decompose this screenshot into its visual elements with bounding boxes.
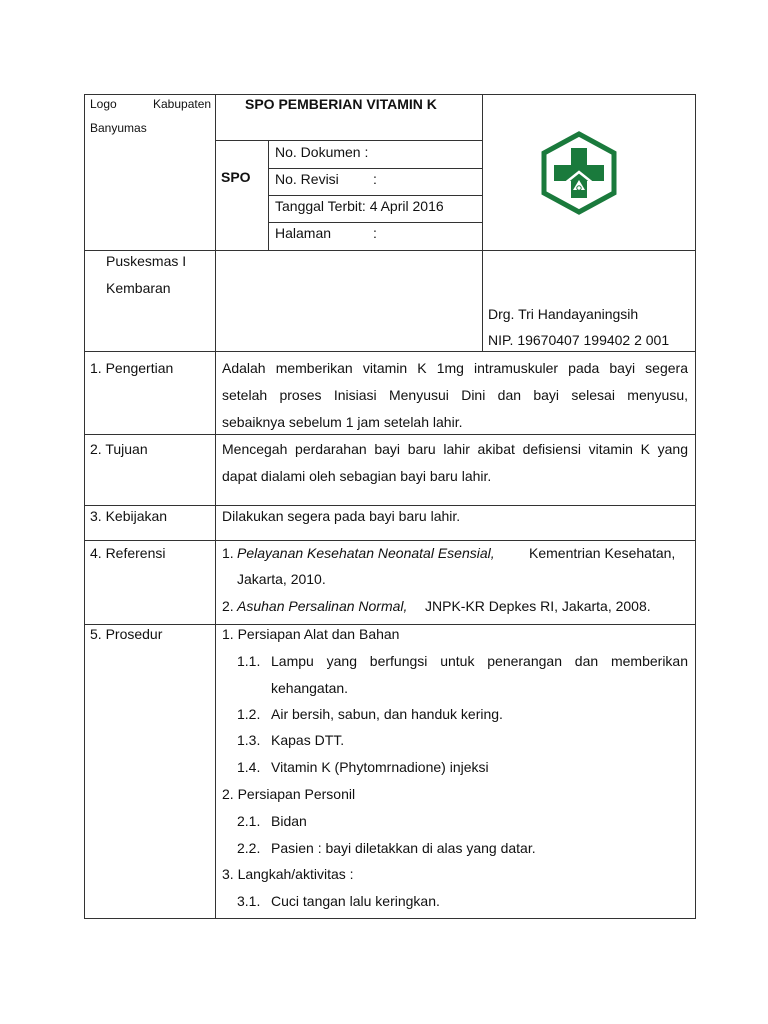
signatory-nip: NIP. 19670407 199402 2 001 <box>488 332 670 348</box>
prosedur-item-2-2: Pasien : bayi diletakkan di alas yang datar. <box>271 840 536 856</box>
row-line-title <box>215 140 483 141</box>
ref2-title-italic: Asuhan Persalinan Normal, <box>237 598 408 614</box>
logo-placeholder-right: Kabupaten <box>153 97 212 111</box>
section-label-referensi: 4. Referensi <box>90 545 166 561</box>
ref2-title <box>237 596 407 616</box>
prosedur-item-1-4: Vitamin K (Phytomrnadione) injeksi <box>271 759 489 775</box>
ref1-title-italic: Pelayanan Kesehatan Neonatal Esensial, <box>237 545 495 561</box>
prosedur-item-number: 1.2. <box>237 706 261 722</box>
ref2-number: 2. <box>222 598 234 614</box>
prosedur-item-number: 1.1. <box>237 653 261 669</box>
puskesmas-logo-icon <box>536 128 622 218</box>
table-border-left <box>84 94 85 919</box>
facility-name-line2: Kembaran <box>106 280 171 296</box>
section-label-pengertian: 1. Pengertian <box>90 360 174 376</box>
ref2-publisher: JNPK-KR Depkes RI, Jakarta, 2008. <box>425 598 651 614</box>
prosedur-item-1-2: Air bersih, sabun, dan handuk kering. <box>271 706 503 722</box>
logo-placeholder-left: Logo <box>90 97 117 111</box>
table-border-right <box>695 94 696 919</box>
section-label-tujuan: 2. Tujuan <box>90 441 148 457</box>
prosedur-item-1-3: Kapas DTT. <box>271 732 345 748</box>
pengertian-line-3: sebaiknya sebelum 1 jam setelah lahir. <box>222 414 463 430</box>
ref1-number: 1. <box>222 545 234 561</box>
doc-field-halaman-sep: : <box>373 225 377 241</box>
section-label-prosedur: 5. Prosedur <box>90 626 163 642</box>
tujuan-line-1: Mencegah perdarahan bayi baru lahir akibat defisiensi vitamin K yang <box>222 441 688 457</box>
ref1-title <box>237 543 495 563</box>
prosedur-item-1-1-line1: Lampu yang berfungsi untuk penerangan dan memberikan <box>271 653 688 669</box>
prosedur-item-2-1: Bidan <box>271 813 307 829</box>
prosedur-item-3-1: Cuci tangan lalu keringkan. <box>271 893 440 909</box>
doc-field-halaman: Halaman <box>275 225 332 241</box>
prosedur-item-1-1-line2: kehangatan. <box>271 680 349 696</box>
kebijakan-text: Dilakukan segera pada bayi baru lahir. <box>222 508 461 524</box>
facility-name-line1: Puskesmas I <box>106 253 187 269</box>
ref1-line2: Jakarta, 2010. <box>237 571 326 587</box>
prosedur-item-number: 1.3. <box>237 732 261 748</box>
document-title: SPO PEMBERIAN VITAMIN K <box>245 96 437 112</box>
section-label-kebijakan: 3. Kebijakan <box>90 508 168 524</box>
row-line-referensi <box>84 540 696 541</box>
prosedur-item-number: 2.1. <box>237 813 261 829</box>
doc-field-nomor: No. Dokumen : <box>275 144 369 160</box>
doc-field-tanggal: Tanggal Terbit: 4 April 2016 <box>275 198 444 214</box>
spo-label: SPO <box>221 169 251 185</box>
table-border-bottom <box>84 918 696 919</box>
row-line-pengertian <box>84 351 696 352</box>
row-line-tujuan <box>84 434 696 435</box>
logo-placeholder-line2: Banyumas <box>90 121 147 135</box>
doc-field-revisi: No. Revisi <box>275 171 339 187</box>
doc-field-revisi-sep: : <box>373 171 377 187</box>
prosedur-item-number: 2.2. <box>237 840 261 856</box>
tujuan-line-2: dapat dialami oleh sebagian bayi baru lahir. <box>222 468 492 484</box>
col-divider-main <box>215 94 216 919</box>
pengertian-line-2: setelah proses Inisiasi Menyusui Dini dan bayi selesai menyusu, <box>222 387 688 403</box>
prosedur-item-number: 1.4. <box>237 759 261 775</box>
prosedur-heading-1: 1. Persiapan Alat dan Bahan <box>222 626 400 642</box>
prosedur-heading-3: 3. Langkah/aktivitas : <box>222 866 354 882</box>
prosedur-item-number: 3.1. <box>237 893 261 909</box>
pengertian-line-1: Adalah memberikan vitamin K 1mg intramuskuler pada bayi segera <box>222 360 688 376</box>
prosedur-heading-2: 2. Persiapan Personil <box>222 786 356 802</box>
signatory-name: Drg. Tri Handayaningsih <box>488 306 639 322</box>
ref1-publisher: Kementrian Kesehatan, <box>529 545 676 561</box>
